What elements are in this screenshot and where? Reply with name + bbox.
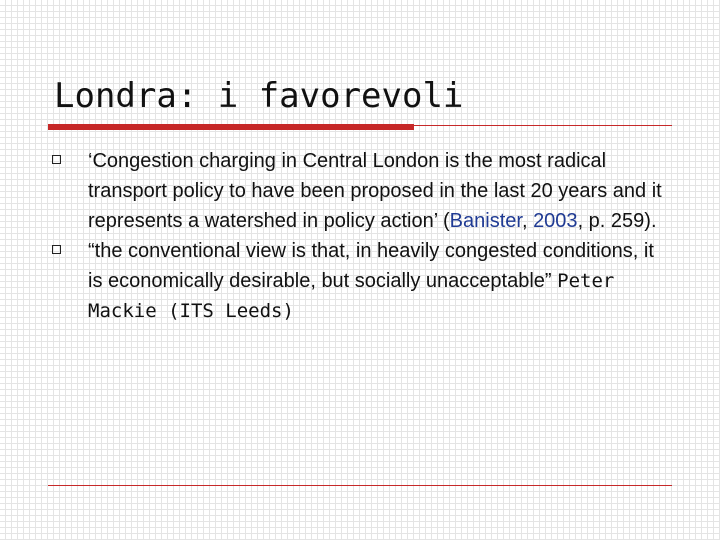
citation-page: , p. 259). bbox=[577, 210, 657, 232]
citation-year-link[interactable]: 2003 bbox=[533, 210, 578, 232]
bullet-list bbox=[52, 146, 662, 326]
hollow-square-bullet-icon bbox=[52, 245, 61, 254]
citation-separator: , bbox=[521, 210, 534, 232]
bullet-item-quote-banister bbox=[52, 146, 662, 236]
bullet-text: ‘Congestion charging in Central London is the most radical transport policy to have been proposed in the last 20 years and it represents a watershed in policy action’ ( bbox=[88, 150, 662, 232]
quote-speaker: Peter Mackie (ITS Leeds) bbox=[88, 270, 615, 322]
citation-author-link[interactable]: Banister bbox=[449, 210, 522, 232]
bullet-item-quote-mackie bbox=[52, 236, 662, 326]
footer-divider bbox=[48, 485, 672, 486]
bullet-text: “the conventional view is that, in heavily congested conditions, it is economically desirable, but socially unacceptable” bbox=[88, 240, 654, 292]
title-accent-bar bbox=[48, 124, 414, 130]
hollow-square-bullet-icon bbox=[52, 155, 61, 164]
slide-title: Londra: i favorevoli bbox=[54, 76, 464, 116]
